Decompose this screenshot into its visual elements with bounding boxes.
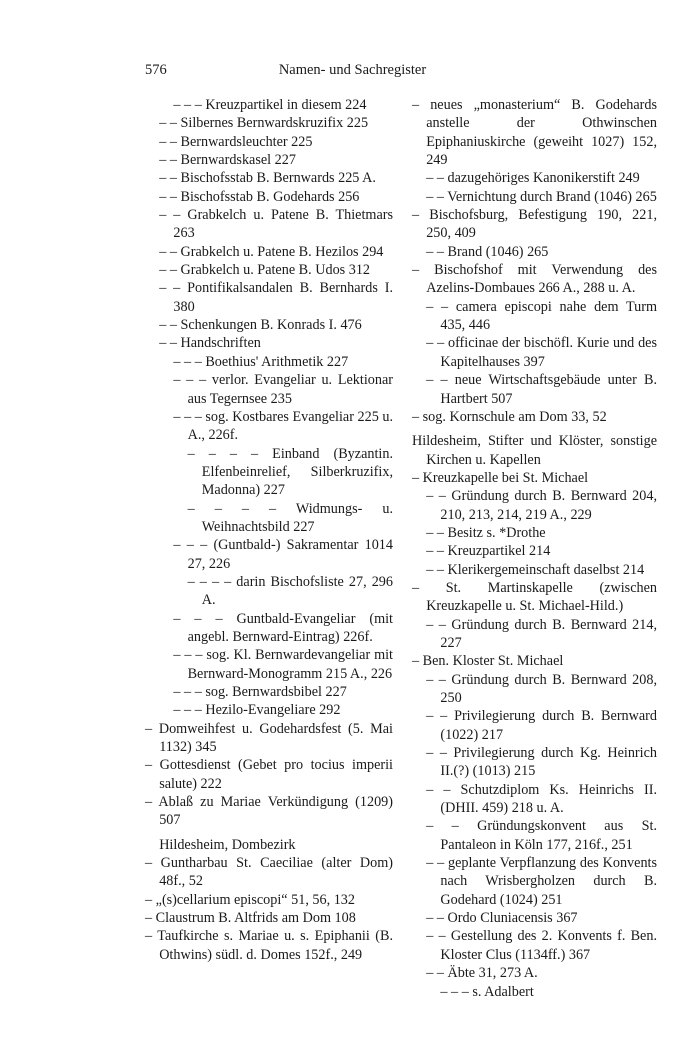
index-entry: – – – Guntbald-Evangeliar (mit angebl. Bernward-Eintrag) 226f.: [173, 610, 393, 645]
running-head: Namen- und Sachregister: [278, 62, 427, 78]
index-entry: – – Besitz s. *Drothe: [426, 524, 546, 541]
index-entry: – Bischofshof mit Verwendung des Azelins-Dombaues 266 A., 288 u. A.: [412, 262, 657, 297]
index-entry: – – Gründung durch B. Bernward 208, 250: [426, 671, 657, 706]
index-entry: – Claustrum B. Altfrids am Dom 108: [145, 910, 356, 927]
index-entry: – – neue Wirtschaftsgebäude unter B. Hartbert 507: [426, 372, 657, 407]
index-entry: – – – sog. Kostbares Evangeliar 225 u. A., 226f.: [173, 408, 393, 444]
index-entry: – – – Boethius' Arithmetik 227: [173, 353, 349, 370]
index-entry: – – – sog. Kl. Bernwardevangeliar mit Bernward-Monogramm 215 A., 226: [173, 647, 393, 682]
index-entry: – – Grabkelch u. Patene B. Udos 312: [159, 262, 371, 279]
index-entry: – – Bernwardsleuchter 225: [159, 133, 313, 150]
index-entry: – – – – darin Bischofsliste 27, 296 A.: [187, 573, 393, 609]
index-entry: – – Privilegierung durch Kg. Heinrich II.(?) (1013) 215: [426, 745, 657, 780]
index-entry: – Gottesdienst (Gebet pro tocius imperii salute) 222: [145, 757, 393, 792]
index-entry: – Kreuzkapelle bei St. Michael: [412, 469, 589, 486]
index-entry: – – – Kreuzpartikel in diesem 224: [173, 97, 367, 113]
index-column-left: [145, 96, 393, 964]
index-entry: – Bischofsburg, Befestigung 190, 221, 250, 409: [412, 207, 657, 242]
index-entry: – – Gründungskonvent aus St. Pantaleon in Köln 177, 216f., 251: [426, 818, 657, 853]
index-entry: – – – sog. Bernwardsbibel 227: [173, 684, 347, 700]
index-entry: – – – (Guntbald-) Sakramentar 1014 27, 226: [173, 537, 393, 572]
index-heading: Hildesheim, Stifter und Klöster, sonstige Kirchen u. Kapellen: [412, 433, 657, 468]
index-entry: – sog. Kornschule am Dom 33, 52: [412, 408, 607, 425]
index-entry: – Taufkirche s. Mariae u. s. Epiphanii (B. Othwins) südl. d. Domes 152f., 249: [145, 928, 393, 963]
index-entry: – – Äbte 31, 273 A.: [426, 965, 538, 982]
index-entry: – „(s)cellarium episcopi“ 51, 56, 132: [145, 891, 355, 908]
index-entry: – Ablaß zu Mariae Verkündigung (1209) 507: [145, 794, 393, 829]
index-entry: – – – – Einband (Byzantin. Elfenbeinrelief, Silberkruzifix, Madonna) 227: [187, 445, 393, 499]
index-entry: – – Grabkelch u. Patene B. Thietmars 263: [159, 207, 393, 242]
page-header: [145, 62, 560, 84]
index-entry: – – – s. Adalbert: [440, 983, 534, 1000]
index-entry: – – Pontifikalsandalen B. Bernhards I. 380: [159, 280, 393, 315]
page-number: 576: [145, 62, 167, 78]
index-entry: – – geplante Verpflanzung des Konvents nach Wrisbergholzen durch B. Godehard (1024) 251: [426, 855, 657, 908]
index-entry: – – Privilegierung durch B. Bernward (1022) 217: [426, 708, 657, 743]
index-entry: – – Schutzdiplom Ks. Heinrichs II. (DHII. 459) 218 u. A.: [426, 781, 657, 817]
index-entry: – – dazugehöriges Kanonikerstift 249: [426, 170, 640, 187]
index-entry: – – Brand (1046) 265: [426, 243, 549, 260]
index-entry: – Domweihfest u. Godehardsfest (5. Mai 1132) 345: [145, 720, 393, 756]
index-entry: – – Handschriften: [159, 335, 261, 352]
index-entry: – – officinae der bischöfl. Kurie und des Kapitelhauses 397: [426, 335, 657, 370]
index-entry: – – Bischofsstab B. Bernwards 225 A.: [159, 170, 376, 187]
index-entry: – – Gründung durch B. Bernward 214, 227: [426, 616, 657, 651]
index-entry: – – Bernwardskasel 227: [159, 152, 296, 169]
index-entry: – Guntharbau St. Caeciliae (alter Dom) 48f., 52: [145, 855, 393, 890]
index-entry: – – Gründung durch B. Bernward 204, 210, 213, 214, 219 A., 229: [426, 488, 657, 523]
index-entry: – neues „monasterium“ B. Godehards anstelle der Othwinschen Epiphaniuskirche (geweiht 1027) 152, 249: [412, 97, 657, 169]
index-entry: – St. Martinskapelle (zwischen Kreuzkapelle u. St. Michael-Hild.): [412, 579, 657, 615]
index-entry: – – Silbernes Bernwardskruzifix 225: [159, 115, 369, 132]
index-entry: – – Gestellung des 2. Konvents f. Ben. Kloster Clus (1134ff.) 367: [426, 928, 657, 963]
index-entry: – – – verlor. Evangeliar u. Lektionar aus Tegernsee 235: [173, 372, 393, 407]
index-entry: – – Vernichtung durch Brand (1046) 265: [426, 188, 657, 205]
index-entry: – – – Hezilo-Evangeliare 292: [173, 702, 341, 719]
index-entry: – Ben. Kloster St. Michael: [412, 653, 564, 670]
index-entry: – – camera episcopi nahe dem Turm 435, 446: [426, 298, 657, 334]
index-column-right: [412, 96, 657, 1001]
index-entry: – – Ordo Cluniacensis 367: [426, 910, 578, 927]
index-entry: – – Kreuzpartikel 214: [426, 543, 551, 560]
index-heading: Hildesheim, Dombezirk: [159, 836, 296, 853]
index-entry: – – Klerikergemeinschaft daselbst 214: [426, 561, 645, 578]
index-entry: – – – – Widmungs- u. Weihnachtsbild 227: [187, 500, 393, 535]
index-entry: – – Grabkelch u. Patene B. Hezilos 294: [159, 243, 384, 260]
index-entry: – – Schenkungen B. Konrads I. 476: [159, 317, 362, 334]
index-entry: – – Bischofsstab B. Godehards 256: [159, 188, 360, 205]
